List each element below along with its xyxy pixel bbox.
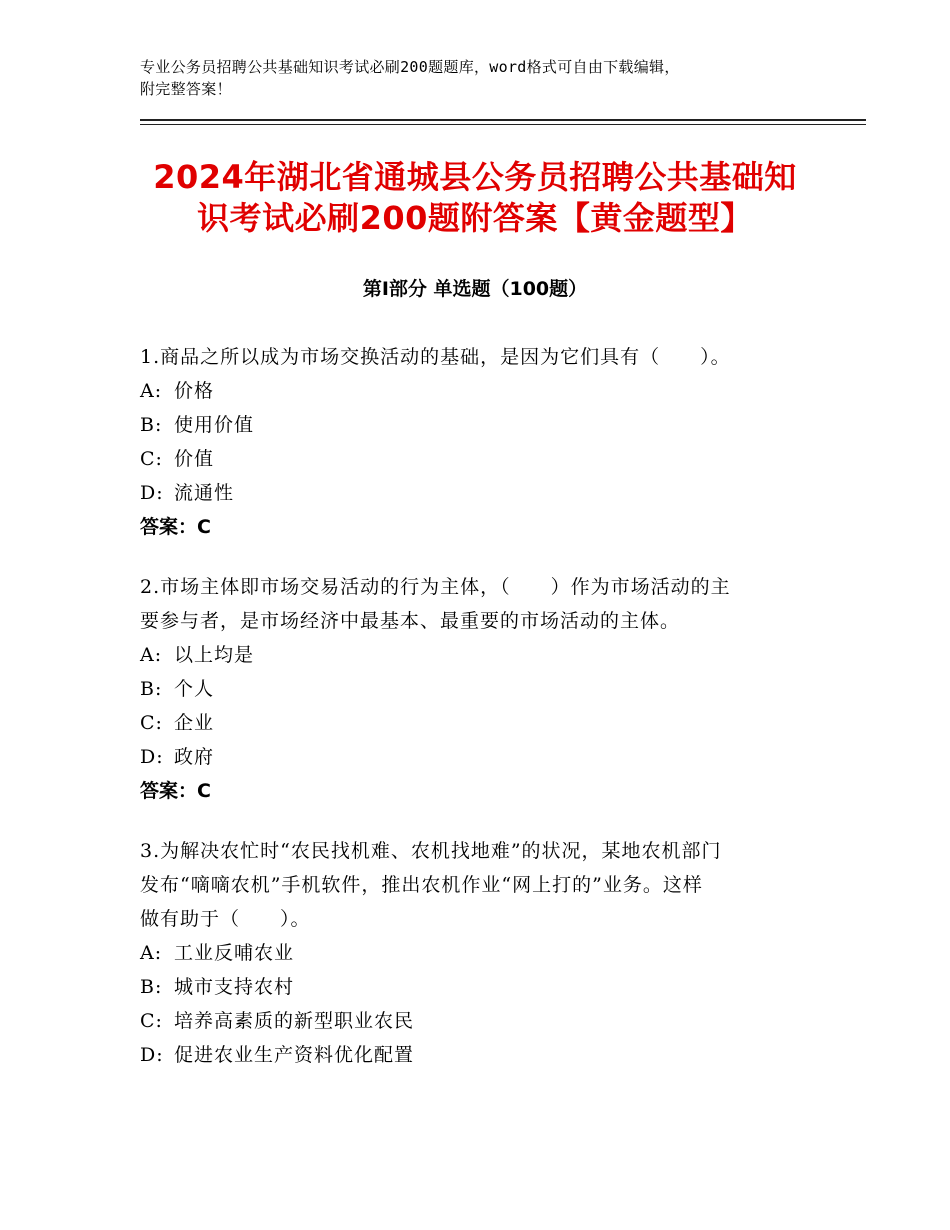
question-stem-line-1: 3.为解决农忙时“农民找机难、农机找地难”的状况，某地农机部门: [140, 840, 722, 862]
header-divider-thick: [140, 119, 866, 121]
question-stem-line-2: 要参与者，是市场经济中最基本、最重要的市场活动的主体。: [140, 610, 681, 632]
option-text: 政府: [174, 746, 215, 768]
question-2: [140, 570, 810, 808]
question-list: [140, 340, 810, 1098]
option-text: 培养高素质的新型职业农民: [174, 1010, 415, 1032]
option-letter: D:: [140, 1044, 164, 1066]
option-d: [140, 476, 810, 510]
question-stem-line-3: 做有助于（ ）。: [140, 908, 311, 930]
option-c: [140, 442, 810, 476]
option-b: [140, 672, 810, 706]
option-text: 价值: [174, 448, 215, 470]
option-text: 使用价值: [174, 414, 255, 436]
option-text: 工业反哺农业: [174, 942, 295, 964]
question-stem: 1.商品之所以成为市场交换活动的基础，是因为它们具有（ ）。: [140, 346, 731, 368]
option-letter: B:: [140, 414, 163, 436]
answer: 答案：C: [140, 780, 211, 802]
answer: 答案：C: [140, 516, 211, 538]
header-note-line-2: 附完整答案！: [140, 80, 232, 98]
option-letter: B:: [140, 976, 163, 998]
option-letter: A:: [140, 942, 163, 964]
question-3: [140, 834, 810, 1072]
option-a: [140, 638, 810, 672]
option-b: [140, 970, 810, 1004]
option-text: 以上均是: [174, 644, 255, 666]
document-title: [110, 157, 840, 239]
document-title-line-2: 识考试必刷200题附答案【黄金题型】: [197, 199, 753, 237]
option-letter: D:: [140, 746, 164, 768]
option-text: 企业: [174, 712, 215, 734]
option-text: 价格: [174, 380, 215, 402]
header-note: [140, 56, 830, 100]
option-letter: A:: [140, 380, 163, 402]
option-letter: B:: [140, 678, 163, 700]
option-text: 流通性: [174, 482, 235, 504]
option-letter: C:: [140, 448, 163, 470]
option-letter: C:: [140, 712, 163, 734]
option-d: [140, 1038, 810, 1072]
option-a: [140, 936, 810, 970]
option-text: 城市支持农村: [174, 976, 295, 998]
option-letter: C:: [140, 1010, 163, 1032]
option-a: [140, 374, 810, 408]
question-stem-line-1: 2.市场主体即市场交易活动的行为主体，（ ）作为市场活动的主: [140, 576, 731, 598]
option-text: 个人: [174, 678, 215, 700]
option-text: 促进农业生产资料优化配置: [174, 1044, 415, 1066]
question-1: [140, 340, 810, 544]
document-title-line-1: 2024年湖北省通城县公务员招聘公共基础知: [153, 158, 797, 196]
section-heading: 第Ⅰ部分 单选题（100题）: [362, 278, 588, 300]
option-c: [140, 1004, 810, 1038]
option-letter: A:: [140, 644, 163, 666]
option-b: [140, 408, 810, 442]
header-note-line-1: 专业公务员招聘公共基础知识考试必刷200题题库，word格式可自由下载编辑，: [140, 58, 680, 76]
option-d: [140, 740, 810, 774]
option-c: [140, 706, 810, 740]
option-letter: D:: [140, 482, 164, 504]
question-stem-line-2: 发布“嘀嘀农机”手机软件，推出农机作业“网上打的”业务。这样: [140, 874, 703, 896]
header-divider-thin: [140, 124, 866, 125]
